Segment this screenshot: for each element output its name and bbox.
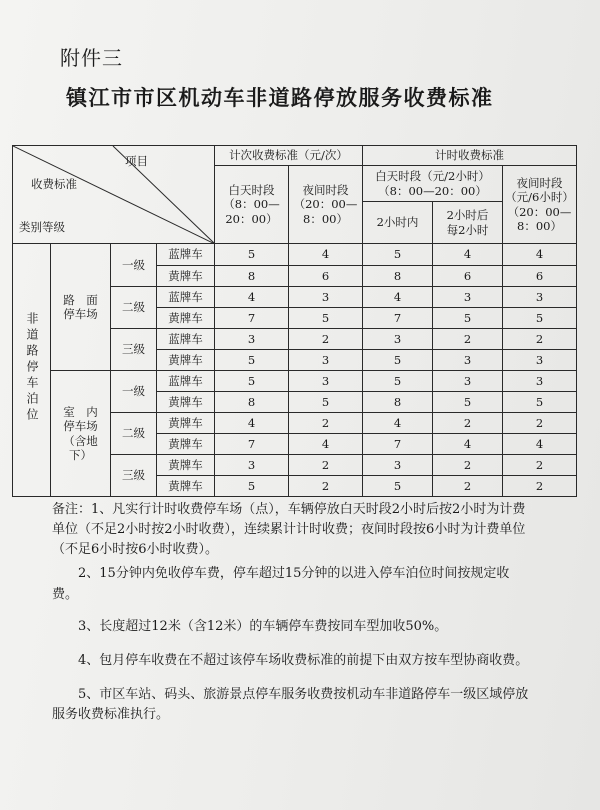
- fee-cell: 4: [363, 413, 433, 434]
- fee-cell: 4: [289, 244, 363, 266]
- fee-cell: 2: [503, 329, 577, 350]
- fee-cell: 5: [433, 308, 503, 329]
- plate-cell: 蓝牌车: [157, 371, 215, 392]
- diagonal-header-cell: [13, 146, 215, 244]
- fee-cell: 5: [215, 244, 289, 266]
- fee-cell: 7: [363, 434, 433, 455]
- fee-cell: 5: [503, 392, 577, 413]
- fee-cell: 2: [503, 413, 577, 434]
- fee-cell: 8: [215, 266, 289, 287]
- within-2h-header: 2小时内: [363, 202, 433, 244]
- day-hourly-header: 白天时段（元/2小时） （8：00—20：00）: [363, 166, 503, 202]
- fee-cell: 3: [289, 371, 363, 392]
- night-per-trip-header: 夜间时段 （20：00— 8：00）: [289, 166, 363, 244]
- fee-cell: 5: [433, 392, 503, 413]
- plate-cell: 黄牌车: [157, 392, 215, 413]
- fee-cell: 7: [215, 308, 289, 329]
- fee-cell: 3: [503, 350, 577, 371]
- fee-cell: 5: [289, 308, 363, 329]
- fee-cell: 2: [289, 413, 363, 434]
- level-cell: 一级: [111, 244, 157, 287]
- group-road-cell: 路 面 停车场: [51, 244, 111, 371]
- fee-cell: 8: [215, 392, 289, 413]
- fee-cell: 4: [215, 413, 289, 434]
- level-cell: 一级: [111, 371, 157, 413]
- fee-cell: 4: [503, 434, 577, 455]
- fee-cell: 2: [433, 455, 503, 476]
- fee-cell: 3: [363, 455, 433, 476]
- note-4: 4、包月停车收费在不超过该停车场收费标准的前提下由双方按车型协商收费。: [78, 652, 529, 668]
- level-cell: 三级: [111, 329, 157, 371]
- fee-cell: 5: [215, 371, 289, 392]
- hourly-header: 计时收费标准: [363, 146, 577, 166]
- plate-cell: 黄牌车: [157, 308, 215, 329]
- fee-cell: 5: [363, 244, 433, 266]
- fee-cell: 5: [363, 476, 433, 497]
- fee-cell: 4: [363, 287, 433, 308]
- fee-cell: 3: [433, 287, 503, 308]
- fee-cell: 5: [215, 350, 289, 371]
- plate-cell: 蓝牌车: [157, 329, 215, 350]
- fee-cell: 2: [289, 476, 363, 497]
- level-cell: 二级: [111, 413, 157, 455]
- note-3: 3、长度超过12米（含12米）的车辆停车费按同车型加收50%。: [78, 618, 448, 634]
- note-1: 备注：1、凡实行计时收费停车场（点），车辆停放白天时段2小时后按2小时为计费单位（不足2小时按2小时收费），连续累计计时收费；夜间时段按6小时为计费单位（不足6小时按6小时收费）。: [52, 502, 526, 558]
- level-cell: 三级: [111, 455, 157, 497]
- day-per-trip-header: 白天时段 （8：00— 20：00）: [215, 166, 289, 244]
- level-cell: 二级: [111, 287, 157, 329]
- document-title: 镇江市市区机动车非道路停放服务收费标准: [66, 86, 494, 110]
- fee-cell: 5: [503, 308, 577, 329]
- night-hourly-header: 夜间时段 （元/6小时） （20：00— 8：00）: [503, 166, 577, 244]
- category-cell: [13, 244, 51, 497]
- fee-cell: 5: [215, 476, 289, 497]
- fee-cell: 7: [215, 434, 289, 455]
- fee-cell: 3: [363, 329, 433, 350]
- fee-cell: 6: [433, 266, 503, 287]
- fee-cell: 8: [363, 266, 433, 287]
- plate-cell: 黄牌车: [157, 266, 215, 287]
- fee-cell: 2: [503, 455, 577, 476]
- fee-cell: 2: [503, 476, 577, 497]
- fee-cell: 2: [289, 329, 363, 350]
- fee-cell: 4: [215, 287, 289, 308]
- plate-cell: 蓝牌车: [157, 244, 215, 266]
- fee-cell: 3: [215, 329, 289, 350]
- diag-item-label: 项目: [125, 154, 148, 168]
- plate-cell: 黄牌车: [157, 350, 215, 371]
- fee-table-wrapper: [12, 145, 576, 493]
- fee-cell: 3: [215, 455, 289, 476]
- fee-cell: 5: [363, 371, 433, 392]
- after-2h-header: 2小时后 每2小时: [433, 202, 503, 244]
- per-trip-header: 计次收费标准（元/次）: [215, 146, 363, 166]
- diag-category-label: 类别等级: [19, 220, 65, 234]
- fee-cell: 5: [289, 392, 363, 413]
- fee-cell: 7: [363, 308, 433, 329]
- fee-cell: 2: [433, 413, 503, 434]
- plate-cell: 黄牌车: [157, 455, 215, 476]
- plate-cell: 黄牌车: [157, 434, 215, 455]
- attachment-label: 附件三: [60, 46, 123, 70]
- fee-cell: 2: [289, 455, 363, 476]
- fee-cell: 3: [433, 350, 503, 371]
- fee-cell: 2: [433, 329, 503, 350]
- group-indoor-cell: 室 内 停车场 （含地 下）: [51, 371, 111, 497]
- category-label: 非道路停车泊位: [25, 312, 39, 425]
- fee-cell: 4: [433, 244, 503, 266]
- fee-cell: 3: [289, 287, 363, 308]
- fee-cell: 4: [433, 434, 503, 455]
- plate-cell: 黄牌车: [157, 476, 215, 497]
- notes-section: [52, 500, 530, 725]
- fee-cell: 3: [433, 371, 503, 392]
- fee-cell: 2: [433, 476, 503, 497]
- fee-cell: 3: [503, 371, 577, 392]
- plate-cell: 黄牌车: [157, 413, 215, 434]
- diag-standard-label: 收费标准: [31, 177, 77, 191]
- fee-table: [12, 145, 577, 497]
- note-2: 2、15分钟内免收停车费，停车超过15分钟的以进入停车泊位时间按规定收费。: [52, 566, 510, 602]
- fee-cell: 4: [503, 244, 577, 266]
- fee-cell: 4: [289, 434, 363, 455]
- fee-cell: 6: [503, 266, 577, 287]
- fee-cell: 5: [363, 350, 433, 371]
- plate-cell: 蓝牌车: [157, 287, 215, 308]
- fee-cell: 3: [289, 350, 363, 371]
- fee-cell: 8: [363, 392, 433, 413]
- note-5: 5、市区车站、码头、旅游景点停车服务收费按机动车非道路停车一级区域停放服务收费标准执行。: [52, 686, 529, 723]
- fee-cell: 6: [289, 266, 363, 287]
- fee-cell: 3: [503, 287, 577, 308]
